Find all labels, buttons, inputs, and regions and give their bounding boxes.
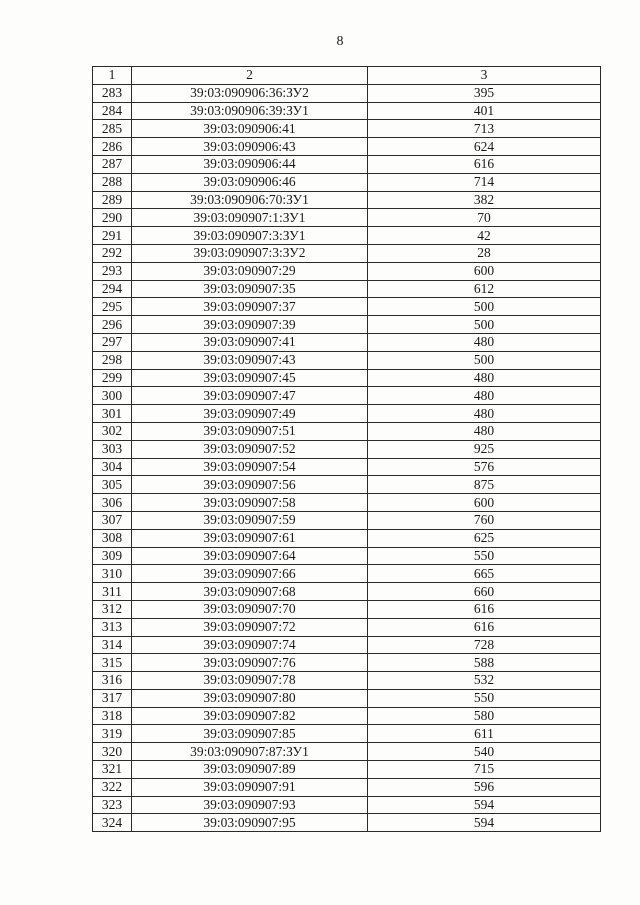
table-row (93, 298, 601, 316)
value-cell: 480 (368, 333, 601, 351)
value-cell: 70 (368, 209, 601, 227)
row-number-cell: 285 (93, 120, 132, 138)
value-cell: 480 (368, 405, 601, 423)
row-number-cell: 299 (93, 369, 132, 387)
cadastral-number-cell: 39:03:090907:64 (132, 547, 368, 565)
value-cell: 612 (368, 280, 601, 298)
cadastral-number-cell: 39:03:090907:82 (132, 707, 368, 725)
table-row (93, 316, 601, 334)
table-row (93, 689, 601, 707)
cadastral-number-cell: 39:03:090907:80 (132, 689, 368, 707)
value-cell: 576 (368, 458, 601, 476)
value-cell: 580 (368, 707, 601, 725)
table-body (93, 84, 601, 831)
value-cell: 624 (368, 138, 601, 156)
cadastral-number-cell: 39:03:090907:87:ЗУ1 (132, 743, 368, 761)
cadastral-number-cell: 39:03:090907:3:ЗУ1 (132, 227, 368, 245)
value-cell: 480 (368, 387, 601, 405)
value-cell: 600 (368, 494, 601, 512)
table-row (93, 191, 601, 209)
table-row (93, 672, 601, 690)
row-number-cell: 298 (93, 351, 132, 369)
table-row (93, 120, 601, 138)
table-row (93, 796, 601, 814)
value-cell: 532 (368, 672, 601, 690)
value-cell: 480 (368, 422, 601, 440)
header-row (93, 67, 601, 85)
value-cell: 600 (368, 262, 601, 280)
row-number-cell: 295 (93, 298, 132, 316)
table-row (93, 227, 601, 245)
row-number-cell: 322 (93, 778, 132, 796)
value-cell: 660 (368, 583, 601, 601)
header-cell-column-1: 1 (93, 67, 132, 85)
table-row (93, 280, 601, 298)
value-cell: 500 (368, 316, 601, 334)
cadastral-number-cell: 39:03:090907:52 (132, 440, 368, 458)
cadastral-number-cell: 39:03:090907:43 (132, 351, 368, 369)
value-cell: 500 (368, 298, 601, 316)
value-cell: 480 (368, 369, 601, 387)
row-number-cell: 301 (93, 405, 132, 423)
row-number-cell: 313 (93, 618, 132, 636)
row-number-cell: 294 (93, 280, 132, 298)
table-row (93, 778, 601, 796)
value-cell: 550 (368, 689, 601, 707)
cadastral-number-cell: 39:03:090907:29 (132, 262, 368, 280)
cadastral-number-cell: 39:03:090907:85 (132, 725, 368, 743)
table-row (93, 618, 601, 636)
row-number-cell: 305 (93, 476, 132, 494)
row-number-cell: 287 (93, 155, 132, 173)
row-number-cell: 310 (93, 565, 132, 583)
page-number: 8 (336, 34, 344, 49)
table-row (93, 814, 601, 832)
table-row (93, 743, 601, 761)
table-row (93, 494, 601, 512)
row-number-cell: 300 (93, 387, 132, 405)
row-number-cell: 303 (93, 440, 132, 458)
value-cell: 596 (368, 778, 601, 796)
cadastral-number-cell: 39:03:090907:91 (132, 778, 368, 796)
table-row (93, 476, 601, 494)
row-number-cell: 290 (93, 209, 132, 227)
table-row (93, 458, 601, 476)
table-row (93, 422, 601, 440)
table-row (93, 707, 601, 725)
value-cell: 540 (368, 743, 601, 761)
table-row (93, 654, 601, 672)
table-row (93, 565, 601, 583)
header-cell-column-3: 3 (368, 67, 601, 85)
header-cell-column-2: 2 (132, 67, 368, 85)
table-row (93, 761, 601, 779)
table-row (93, 138, 601, 156)
value-cell: 616 (368, 618, 601, 636)
value-cell: 760 (368, 511, 601, 529)
row-number-cell: 289 (93, 191, 132, 209)
cadastral-number-cell: 39:03:090907:37 (132, 298, 368, 316)
table-row (93, 387, 601, 405)
cadastral-number-cell: 39:03:090906:39:ЗУ1 (132, 102, 368, 120)
row-number-cell: 323 (93, 796, 132, 814)
value-cell: 588 (368, 654, 601, 672)
row-number-cell: 296 (93, 316, 132, 334)
cadastral-number-cell: 39:03:090907:58 (132, 494, 368, 512)
value-cell: 594 (368, 796, 601, 814)
cadastral-number-cell: 39:03:090907:78 (132, 672, 368, 690)
value-cell: 550 (368, 547, 601, 565)
row-number-cell: 304 (93, 458, 132, 476)
row-number-cell: 321 (93, 761, 132, 779)
value-cell: 713 (368, 120, 601, 138)
table-row (93, 84, 601, 102)
value-cell: 665 (368, 565, 601, 583)
cadastral-number-cell: 39:03:090907:39 (132, 316, 368, 334)
cadastral-number-cell: 39:03:090907:47 (132, 387, 368, 405)
cadastral-number-cell: 39:03:090907:56 (132, 476, 368, 494)
value-cell: 875 (368, 476, 601, 494)
cadastral-number-cell: 39:03:090907:51 (132, 422, 368, 440)
row-number-cell: 314 (93, 636, 132, 654)
row-number-cell: 291 (93, 227, 132, 245)
cadastral-number-cell: 39:03:090907:54 (132, 458, 368, 476)
table-row (93, 351, 601, 369)
row-number-cell: 317 (93, 689, 132, 707)
row-number-cell: 284 (93, 102, 132, 120)
row-number-cell: 311 (93, 583, 132, 601)
row-number-cell: 324 (93, 814, 132, 832)
row-number-cell: 288 (93, 173, 132, 191)
cadastral-number-cell: 39:03:090906:43 (132, 138, 368, 156)
table-row (93, 333, 601, 351)
row-number-cell: 312 (93, 600, 132, 618)
cadastral-number-cell: 39:03:090907:61 (132, 529, 368, 547)
cadastral-number-cell: 39:03:090907:1:ЗУ1 (132, 209, 368, 227)
value-cell: 500 (368, 351, 601, 369)
row-number-cell: 320 (93, 743, 132, 761)
table-row (93, 173, 601, 191)
value-cell: 715 (368, 761, 601, 779)
cadastral-number-cell: 39:03:090907:59 (132, 511, 368, 529)
cadastral-number-cell: 39:03:090907:76 (132, 654, 368, 672)
cadastral-number-cell: 39:03:090907:66 (132, 565, 368, 583)
row-number-cell: 302 (93, 422, 132, 440)
cadastral-number-cell: 39:03:090907:95 (132, 814, 368, 832)
value-cell: 616 (368, 600, 601, 618)
value-cell: 925 (368, 440, 601, 458)
table-row (93, 547, 601, 565)
table-header (93, 67, 601, 85)
row-number-cell: 308 (93, 529, 132, 547)
row-number-cell: 306 (93, 494, 132, 512)
row-number-cell: 318 (93, 707, 132, 725)
data-table (92, 66, 601, 832)
row-number-cell: 286 (93, 138, 132, 156)
row-number-cell: 297 (93, 333, 132, 351)
cadastral-number-cell: 39:03:090907:70 (132, 600, 368, 618)
table-row (93, 155, 601, 173)
value-cell: 28 (368, 244, 601, 262)
value-cell: 728 (368, 636, 601, 654)
table-row (93, 102, 601, 120)
cadastral-number-cell: 39:03:090907:3:ЗУ2 (132, 244, 368, 262)
cadastral-number-cell: 39:03:090907:93 (132, 796, 368, 814)
cadastral-number-cell: 39:03:090906:36:ЗУ2 (132, 84, 368, 102)
row-number-cell: 309 (93, 547, 132, 565)
value-cell: 395 (368, 84, 601, 102)
table-row (93, 369, 601, 387)
cadastral-number-cell: 39:03:090907:74 (132, 636, 368, 654)
row-number-cell: 319 (93, 725, 132, 743)
cadastral-number-cell: 39:03:090906:46 (132, 173, 368, 191)
value-cell: 625 (368, 529, 601, 547)
cadastral-number-cell: 39:03:090907:89 (132, 761, 368, 779)
table-row (93, 636, 601, 654)
value-cell: 714 (368, 173, 601, 191)
row-number-cell: 316 (93, 672, 132, 690)
cadastral-number-cell: 39:03:090907:45 (132, 369, 368, 387)
row-number-cell: 283 (93, 84, 132, 102)
row-number-cell: 307 (93, 511, 132, 529)
table-row (93, 262, 601, 280)
cadastral-number-cell: 39:03:090906:44 (132, 155, 368, 173)
value-cell: 611 (368, 725, 601, 743)
value-cell: 42 (368, 227, 601, 245)
value-cell: 382 (368, 191, 601, 209)
table-row (93, 600, 601, 618)
cadastral-number-cell: 39:03:090907:35 (132, 280, 368, 298)
row-number-cell: 292 (93, 244, 132, 262)
cadastral-number-cell: 39:03:090907:72 (132, 618, 368, 636)
table-row (93, 405, 601, 423)
value-cell: 401 (368, 102, 601, 120)
cadastral-number-cell: 39:03:090906:70:ЗУ1 (132, 191, 368, 209)
cadastral-number-cell: 39:03:090907:41 (132, 333, 368, 351)
cadastral-number-cell: 39:03:090907:49 (132, 405, 368, 423)
table-row (93, 583, 601, 601)
cadastral-number-cell: 39:03:090907:68 (132, 583, 368, 601)
table-row (93, 244, 601, 262)
cadastral-number-cell: 39:03:090906:41 (132, 120, 368, 138)
row-number-cell: 315 (93, 654, 132, 672)
table-row (93, 725, 601, 743)
value-cell: 616 (368, 155, 601, 173)
table-row (93, 511, 601, 529)
value-cell: 594 (368, 814, 601, 832)
table-row (93, 440, 601, 458)
table-row (93, 529, 601, 547)
row-number-cell: 293 (93, 262, 132, 280)
table-row (93, 209, 601, 227)
